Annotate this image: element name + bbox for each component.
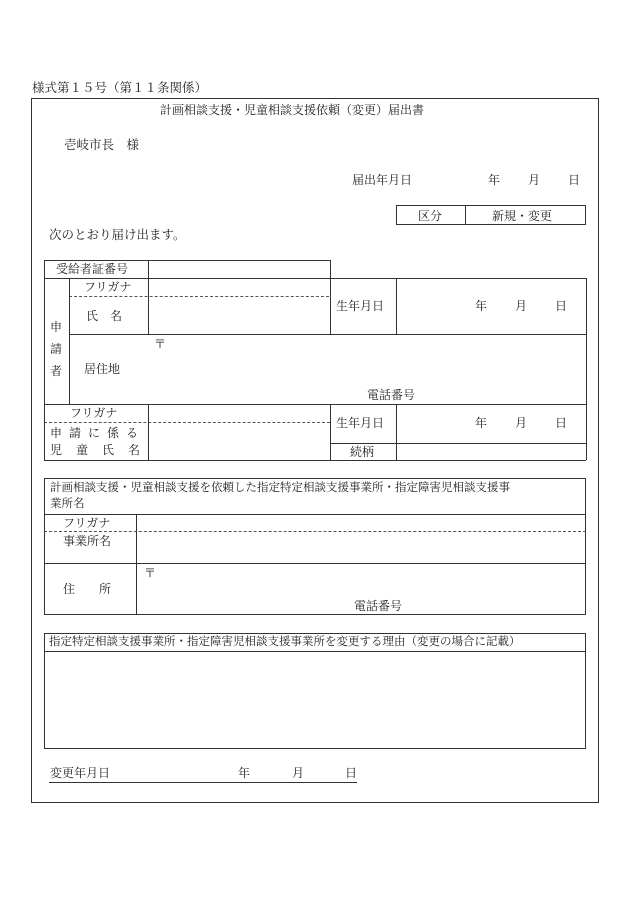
submission-date-label: 届出年月日: [352, 173, 413, 187]
change-date-label: 変更年月日: [50, 766, 111, 780]
applicant-birth-day[interactable]: 日: [555, 299, 568, 313]
addressee: 壱岐市長 様: [64, 137, 140, 152]
applicant-furigana-label: フリガナ: [84, 280, 132, 294]
cert-number-field[interactable]: [150, 262, 328, 277]
child-birth-month[interactable]: 月: [515, 416, 528, 430]
form-title: 計画相談支援・児童相談支援依頼（変更）届出書: [160, 103, 425, 117]
submission-date-day[interactable]: 日: [568, 173, 581, 187]
submission-date-month[interactable]: 月: [528, 173, 541, 187]
child-relation-label: 続柄: [350, 445, 375, 459]
change-date-underline: [49, 782, 357, 783]
child-birth-label: 生年月日: [336, 416, 385, 430]
change-date-month[interactable]: 月: [292, 766, 305, 780]
change-date-day[interactable]: 日: [345, 766, 358, 780]
office-postal-mark: 〒: [144, 566, 157, 580]
category-value[interactable]: 新規・変更: [492, 209, 553, 223]
category-label: 区分: [418, 209, 443, 223]
child-name-label-2: 児童氏名: [50, 443, 155, 457]
applicant-name-field[interactable]: [150, 298, 328, 332]
applicant-address-label: 居住地: [84, 362, 121, 376]
child-furigana-label: フリガナ: [70, 406, 118, 420]
office-phone-label: 電話番号: [354, 599, 403, 613]
child-name-field[interactable]: [150, 424, 328, 458]
office-name-field[interactable]: [138, 533, 584, 561]
applicant-address-field[interactable]: [170, 338, 580, 378]
office-address-label: 住 所: [63, 582, 118, 596]
reason-heading: 指定特定相談支援事業所・指定障害児相談支援事業所を変更する理由（変更の場合に記載）: [49, 634, 521, 648]
child-name-label-1: 申請に係る: [50, 426, 146, 440]
change-date-year[interactable]: 年: [238, 766, 251, 780]
submission-date-year[interactable]: 年: [488, 173, 501, 187]
applicant-phone-label: 電話番号: [367, 388, 416, 402]
intro-text: 次のとおり届け出ます。: [49, 227, 186, 242]
applicant-birth-year[interactable]: 年: [475, 299, 488, 313]
office-furigana-label: フリガナ: [63, 516, 111, 530]
cert-number-label: 受給者証番号: [56, 262, 129, 276]
office-name-label: 事業所名: [63, 534, 112, 548]
child-birth-day[interactable]: 日: [555, 416, 568, 430]
applicant-name-label: 氏 名: [86, 309, 123, 323]
reason-field[interactable]: [48, 655, 582, 745]
office-heading-2: 業所名: [50, 496, 85, 510]
applicant-section-label: 申請者: [49, 320, 62, 378]
office-heading-1: 計画相談支援・児童相談支援を依頼した指定特定相談支援事業所・指定障害児相談支援事: [50, 480, 510, 494]
office-address-field[interactable]: [158, 567, 578, 597]
applicant-postal-mark: 〒: [154, 337, 167, 351]
child-birth-year[interactable]: 年: [475, 416, 488, 430]
applicant-birth-month[interactable]: 月: [515, 299, 528, 313]
applicant-birth-label: 生年月日: [336, 299, 385, 313]
form-number: 様式第１５号（第１１条関係）: [32, 80, 208, 95]
child-relation-field[interactable]: [398, 445, 584, 459]
